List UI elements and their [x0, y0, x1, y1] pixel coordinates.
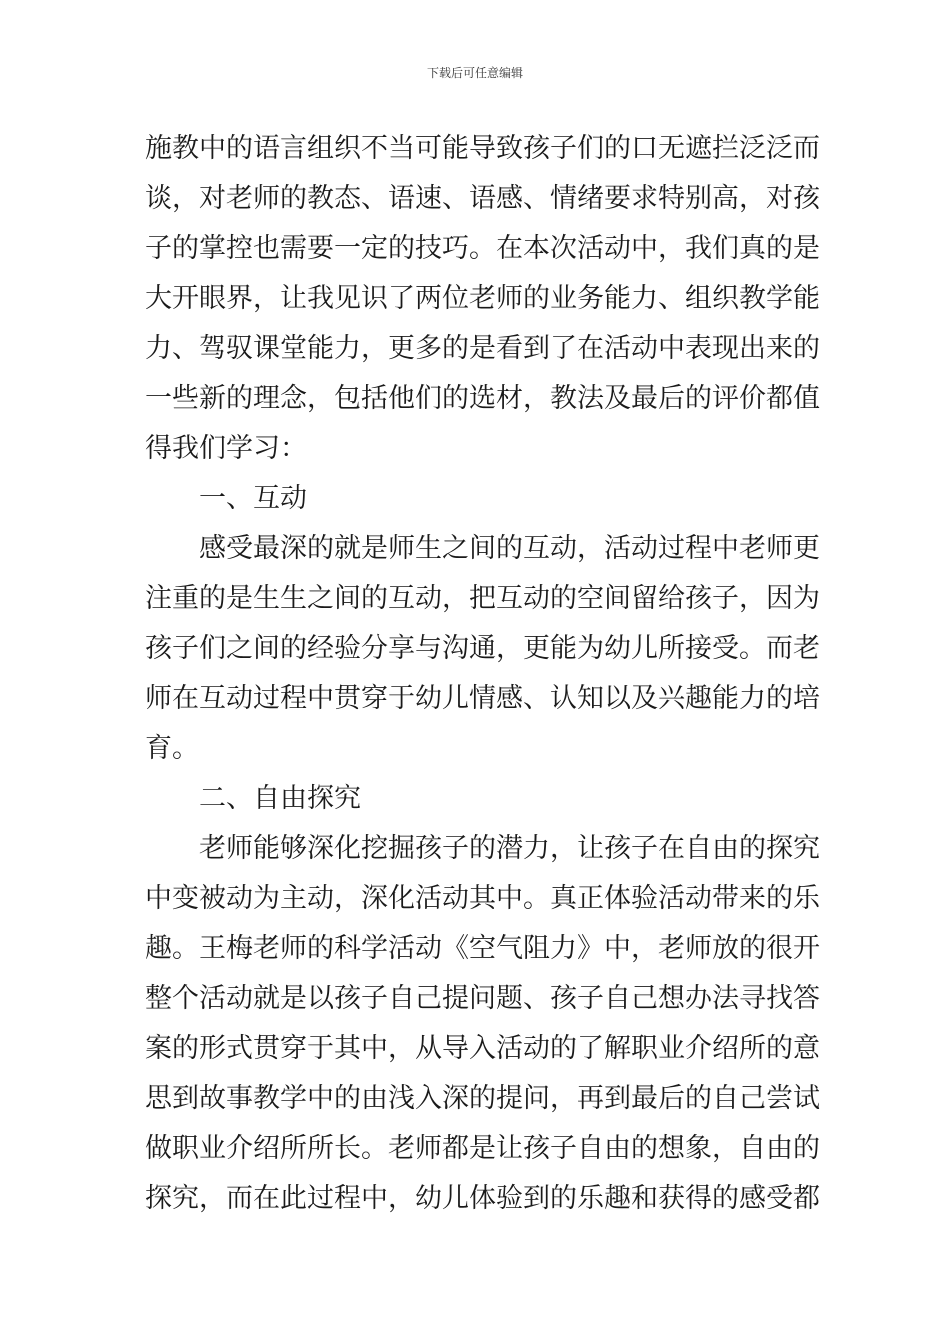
- page-header: 下载后可任意编辑: [426, 66, 523, 80]
- paragraph-line: 做职业介绍所所长。老师都是让孩子自由的想象，自由的: [145, 1133, 820, 1164]
- paragraph-line: 趣。王梅老师的科学活动《空气阻力》中，老师放的很开: [145, 933, 820, 964]
- paragraph-line: 中变被动为主动，深化活动其中。真正体验活动带来的乐: [145, 883, 820, 914]
- section-heading: 一、互动: [199, 483, 307, 514]
- paragraph-line: 孩子们之间的经验分享与沟通，更能为幼儿所接受。而老: [145, 633, 820, 664]
- paragraph-line: 得我们学习：: [145, 433, 307, 464]
- paragraph-line: 一些新的理念，包括他们的选材，教法及最后的评价都值: [145, 383, 820, 414]
- paragraph-line: 整个活动就是以孩子自己提问题、孩子自己想办法寻找答: [145, 983, 820, 1014]
- section-heading: 二、自由探究: [199, 783, 361, 814]
- paragraph-line: 师在互动过程中贯穿于幼儿情感、认知以及兴趣能力的培: [145, 683, 820, 714]
- paragraph-line: 感受最深的就是师生之间的互动，活动过程中老师更: [199, 533, 820, 564]
- paragraph-line: 谈，对老师的教态、语速、语感、情绪要求特别高，对孩: [145, 183, 820, 214]
- paragraph-line: 案的形式贯穿于其中，从导入活动的了解职业介绍所的意: [145, 1033, 820, 1064]
- paragraph-line: 力、驾驭课堂能力，更多的是看到了在活动中表现出来的: [145, 333, 820, 364]
- paragraph-line: 子的掌控也需要一定的技巧。在本次活动中，我们真的是: [145, 233, 820, 264]
- paragraph-line: 思到故事教学中的由浅入深的提问，再到最后的自己尝试: [145, 1083, 820, 1114]
- paragraph-line: 注重的是生生之间的互动，把互动的空间留给孩子，因为: [145, 583, 820, 614]
- paragraph-line: 探究，而在此过程中，幼儿体验到的乐趣和获得的感受都: [145, 1183, 820, 1214]
- paragraph-line: 育。: [145, 733, 199, 764]
- paragraph-line: 施教中的语言组织不当可能导致孩子们的口无遮拦泛泛而: [145, 133, 820, 164]
- paragraph-line: 老师能够深化挖掘孩子的潜力，让孩子在自由的探究: [199, 833, 820, 864]
- paragraph-line: 大开眼界，让我见识了两位老师的业务能力、组织教学能: [145, 283, 820, 314]
